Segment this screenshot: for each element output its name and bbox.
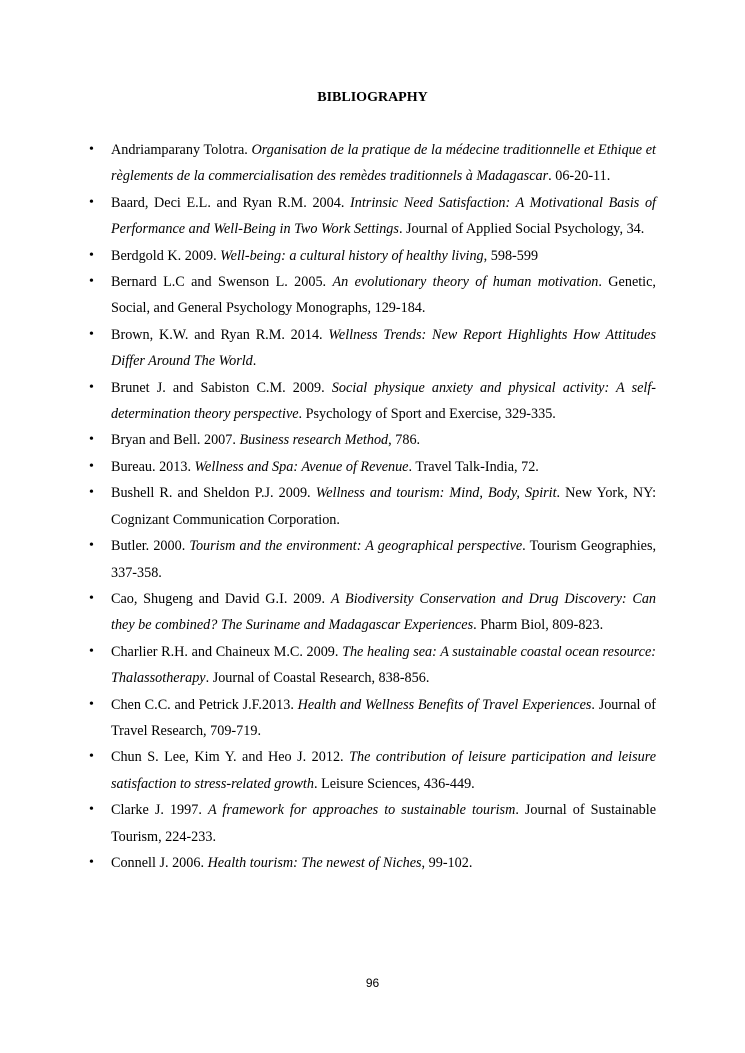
reference-authors: Clarke J. 1997.	[111, 802, 202, 819]
reference-title: Business research Method	[239, 432, 389, 449]
reference-item	[111, 586, 656, 639]
reference-item	[111, 797, 656, 850]
reference-item	[111, 190, 656, 243]
reference-authors: Brunet J. and Sabiston C.M. 2009.	[111, 379, 325, 396]
reference-title: Health tourism: The newest of Niches	[207, 854, 422, 871]
reference-source: . 06-20-11.	[548, 168, 611, 185]
reference-title: Wellness and tourism: Mind, Body, Spirit	[315, 485, 557, 502]
reference-authors: Butler. 2000.	[111, 538, 186, 555]
reference-source: . Journal of Travel Research, 709-719.	[111, 696, 657, 739]
page-title: BIBLIOGRAPHY	[317, 90, 428, 105]
reference-source: .	[252, 353, 257, 370]
reference-item	[111, 533, 656, 586]
reference-item	[111, 269, 656, 322]
reference-authors: Chen C.C. and Petrick J.F.2013.	[111, 696, 294, 713]
reference-authors: Chun S. Lee, Kim Y. and Heo J. 2012.	[111, 749, 344, 766]
reference-source: . Journal of Coastal Research, 838-856.	[205, 670, 430, 687]
reference-authors: Berdgold K. 2009.	[111, 247, 217, 264]
reference-authors: Connell J. 2006.	[111, 854, 205, 871]
reference-item	[111, 322, 656, 375]
reference-source: . Travel Talk-India, 72.	[408, 458, 539, 475]
reference-source: , 786.	[388, 432, 421, 449]
reference-title: Health and Wellness Benefits of Travel Experiences	[297, 696, 592, 713]
reference-item	[111, 137, 656, 190]
reference-authors: Bernard L.C and Swenson L. 2005.	[111, 274, 327, 291]
reference-source: . Genetic, Social, and General Psychology Monographs, 129-184.	[111, 274, 656, 317]
reference-title: A framework for approaches to sustainable tourism	[207, 802, 516, 819]
reference-item	[111, 427, 656, 453]
reference-item	[111, 692, 656, 745]
reference-title: An evolutionary theory of human motivation	[332, 274, 599, 291]
reference-item	[111, 454, 656, 480]
reference-source: . New York, NY: Cognizant Communication Corporation.	[111, 485, 657, 528]
reference-authors: Charlier R.H. and Chaineux M.C. 2009.	[111, 643, 339, 660]
reference-title: Wellness Trends: New Report Highlights How Attitudes Differ Around The World	[111, 326, 656, 370]
reference-title: Wellness and Spa: Avenue of Revenue	[194, 458, 409, 475]
reference-list	[111, 137, 656, 876]
reference-item	[111, 375, 656, 428]
reference-item	[111, 744, 656, 797]
reference-title: Well-being: a cultural history of healthy living	[220, 247, 484, 264]
page-number: 96	[365, 976, 380, 990]
reference-title: A Biodiversity Conservation and Drug Discovery: Can they be combined? The Suriname and Madagascar Experiences	[111, 590, 657, 634]
reference-authors: Andriamparany Tolotra.	[111, 142, 248, 158]
reference-title: Intrinsic Need Satisfaction: A Motivational Basis of Performance and Well-Being in Two Work Settings	[111, 194, 656, 238]
reference-title: Organisation de la pratique de la médecine traditionnelle et Ethique et règlements de la commercialisation des remèdes traditionnels à Madagascar	[111, 142, 657, 185]
reference-source: . Journal of Sustainable Tourism, 224-233.	[111, 802, 656, 845]
reference-item	[111, 243, 656, 269]
reference-source: . Psychology of Sport and Exercise, 329-335.	[298, 406, 556, 423]
reference-item	[111, 639, 656, 692]
reference-source: . Pharm Biol, 809-823.	[473, 617, 604, 634]
reference-source: . Leisure Sciences, 436-449.	[313, 775, 475, 792]
reference-source: , 99-102.	[421, 854, 473, 871]
reference-title: The contribution of leisure participation and leisure satisfaction to stress-related growth	[111, 749, 656, 792]
reference-source: . Journal of Applied Social Psychology, 34.	[398, 221, 645, 238]
reference-authors: Bryan and Bell. 2007.	[111, 432, 236, 449]
reference-authors: Brown, K.W. and Ryan R.M. 2014.	[111, 326, 323, 343]
reference-authors: Baard, Deci E.L. and Ryan R.M. 2004.	[111, 194, 345, 211]
reference-title: Tourism and the environment: A geographical perspective	[189, 538, 523, 555]
reference-title: Social physique anxiety and physical activity: A self-determination theory perspective	[111, 379, 656, 423]
reference-source: , 598-599	[483, 247, 539, 264]
reference-authors: Bureau. 2013.	[111, 458, 191, 475]
reference-authors: Bushell R. and Sheldon P.J. 2009.	[111, 485, 311, 502]
reference-authors: Cao, Shugeng and David G.I. 2009.	[111, 590, 326, 607]
reference-title: The healing sea: A sustainable coastal ocean resource: Thalassotherapy	[111, 643, 656, 687]
reference-item	[111, 480, 656, 533]
reference-item	[111, 850, 656, 876]
reference-source: . Tourism Geographies, 337-358.	[111, 538, 657, 581]
